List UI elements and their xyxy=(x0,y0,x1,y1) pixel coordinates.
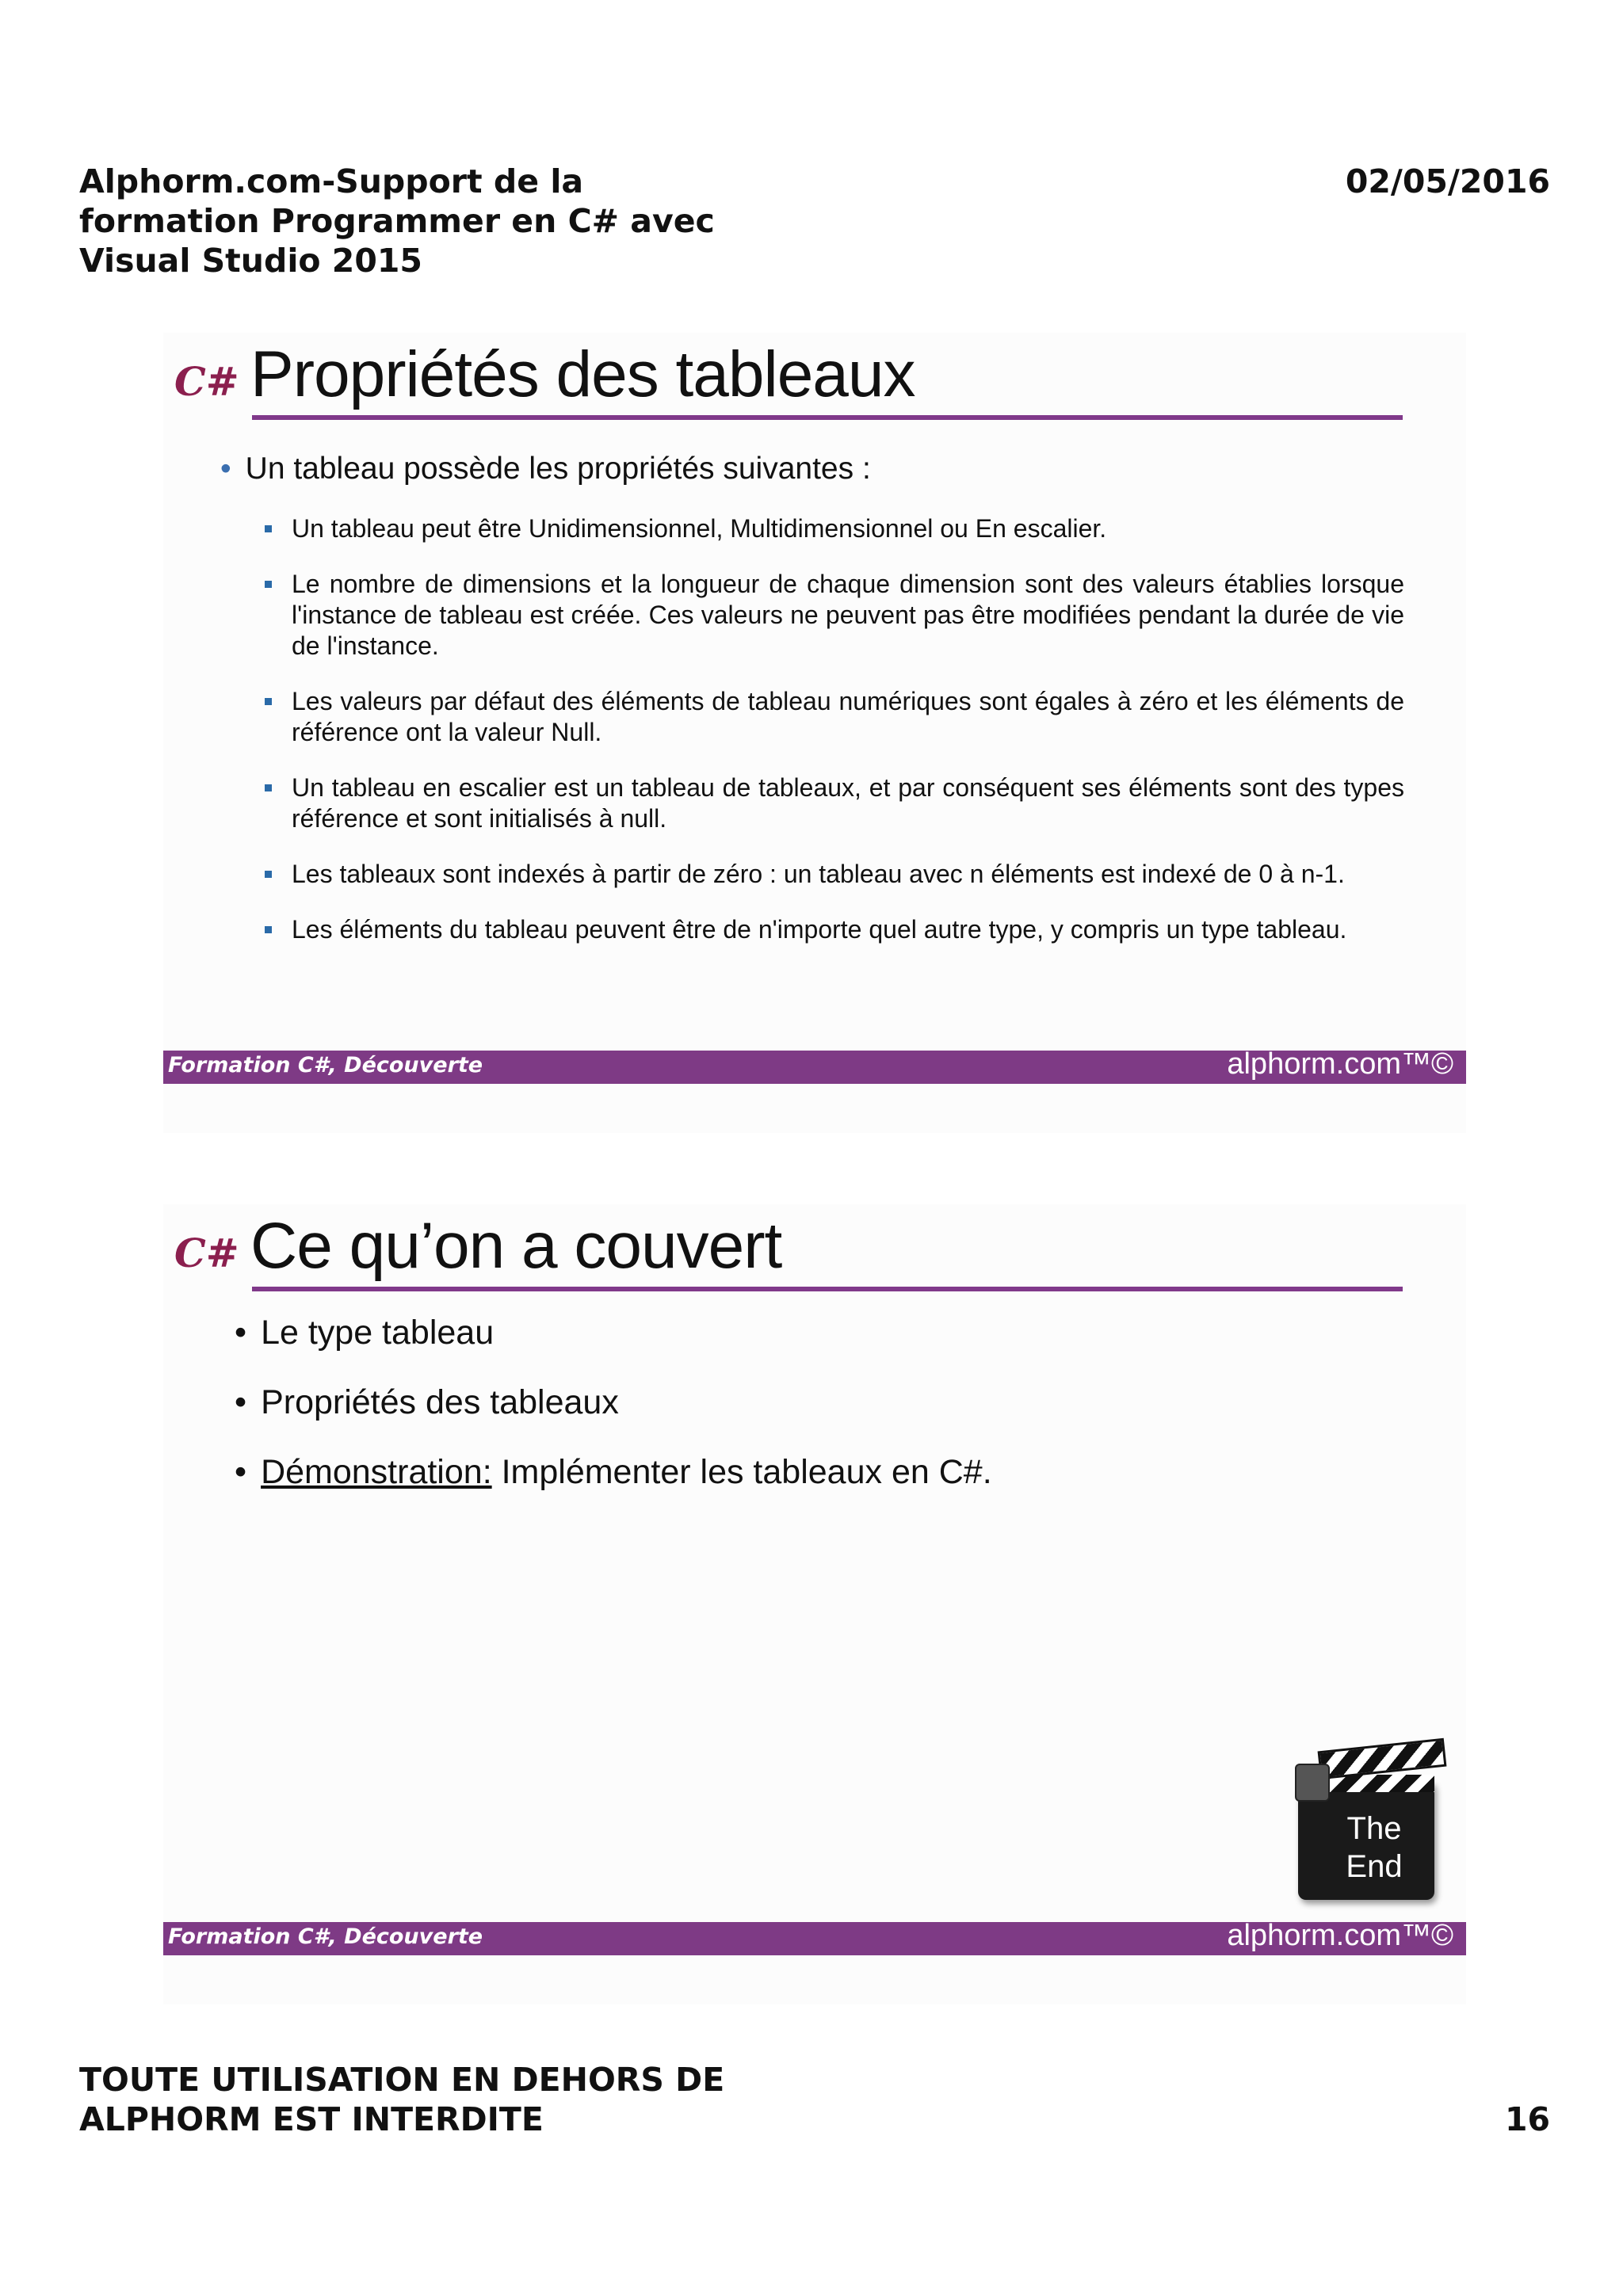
document-footer-warning: TOUTE UTILISATION EN DEHORS DE ALPHORM EST INTERDITE xyxy=(79,2061,725,2138)
list-item-text: Le nombre de dimensions et la longueur de chaque dimension sont des valeurs établies lorsque l'instance de tableau est créée. Ces valeurs ne peuvent pas être modifiées pendant la durée de vie de l'instance. xyxy=(292,570,1404,660)
list-item xyxy=(263,772,1404,834)
document-header-title: Alphorm.com-Support de la formation Programmer en C# avec Visual Studio 2015 xyxy=(79,162,715,280)
list-item-text: Un tableau peut être Unidimensionnel, Multidimensionnel ou En escalier. xyxy=(292,514,1107,543)
title-underline xyxy=(252,1287,1403,1291)
csharp-logo: C# xyxy=(174,358,239,405)
list-item-text: Les valeurs par défaut des éléments de tableau numériques sont égales à zéro et les éléments de référence ont la valeur Null. xyxy=(292,687,1404,746)
title-underline xyxy=(252,415,1403,420)
list-item xyxy=(263,859,1404,890)
list-item-text: Un tableau en escalier est un tableau de tableaux, et par conséquent ses éléments sont des types référence et sont initialisés à null. xyxy=(292,773,1404,833)
list-item xyxy=(263,914,1404,945)
property-list xyxy=(263,513,1404,970)
clapperboard-hinge xyxy=(1295,1764,1330,1802)
bullet-dot-icon: • xyxy=(235,1314,247,1352)
demo-text: Implémenter les tableaux en C#. xyxy=(491,1453,992,1491)
clapperboard-arm xyxy=(1318,1738,1447,1780)
page-number: 16 xyxy=(1504,2100,1550,2138)
list-item xyxy=(235,1382,992,1423)
main-bullet-text: Un tableau possède les propriétés suivantes : xyxy=(245,452,871,486)
square-bullet-icon xyxy=(265,784,272,791)
clapperboard-icon xyxy=(1295,1740,1438,1906)
slide-footer-brand: alphorm.com™© xyxy=(1227,1047,1453,1081)
bullet-dot-icon: • xyxy=(235,1383,247,1421)
main-bullet xyxy=(220,452,871,486)
clapper-line-2: End xyxy=(1346,1849,1403,1884)
slide-footer-bar xyxy=(163,1919,1466,1955)
clapperboard-text xyxy=(1335,1810,1414,1886)
list-item-text: Les éléments du tableau peuvent être de n'importe quel autre type, y compris un type tableau. xyxy=(292,915,1347,944)
slide-summary xyxy=(163,1204,1466,2004)
square-bullet-icon xyxy=(265,581,272,588)
list-item xyxy=(235,1312,992,1353)
square-bullet-icon xyxy=(265,871,272,878)
slide-footer-brand: alphorm.com™© xyxy=(1227,1919,1453,1952)
clapper-line-1: The xyxy=(1346,1811,1402,1846)
document-header-date: 02/05/2016 xyxy=(1345,162,1550,200)
demo-label: Démonstration: xyxy=(261,1453,492,1491)
summary-list xyxy=(235,1312,992,1521)
csharp-logo: C# xyxy=(174,1230,239,1276)
square-bullet-icon xyxy=(265,926,272,933)
slide-footer-course: Formation C#, Découverte xyxy=(168,1924,483,1949)
slide-properties xyxy=(163,333,1466,1133)
list-item xyxy=(235,1451,992,1493)
list-item-text: Le type tableau xyxy=(261,1314,495,1352)
slide-title: Propriétés des tableaux xyxy=(250,338,915,410)
list-item-text: Propriétés des tableaux xyxy=(261,1383,619,1421)
list-item xyxy=(263,513,1404,544)
slide-footer-bar xyxy=(163,1047,1466,1084)
list-item xyxy=(263,569,1404,662)
slide-title: Ce qu’on a couvert xyxy=(250,1210,782,1282)
list-item xyxy=(263,686,1404,748)
bullet-dot-icon: • xyxy=(235,1453,247,1491)
slide-footer-course: Formation C#, Découverte xyxy=(168,1053,483,1077)
square-bullet-icon xyxy=(265,525,272,532)
list-item-text: Les tableaux sont indexés à partir de zéro : un tableau avec n éléments est indexé de 0 à n-1. xyxy=(292,860,1345,888)
square-bullet-icon xyxy=(265,698,272,705)
bullet-dot-icon: • xyxy=(220,452,231,486)
